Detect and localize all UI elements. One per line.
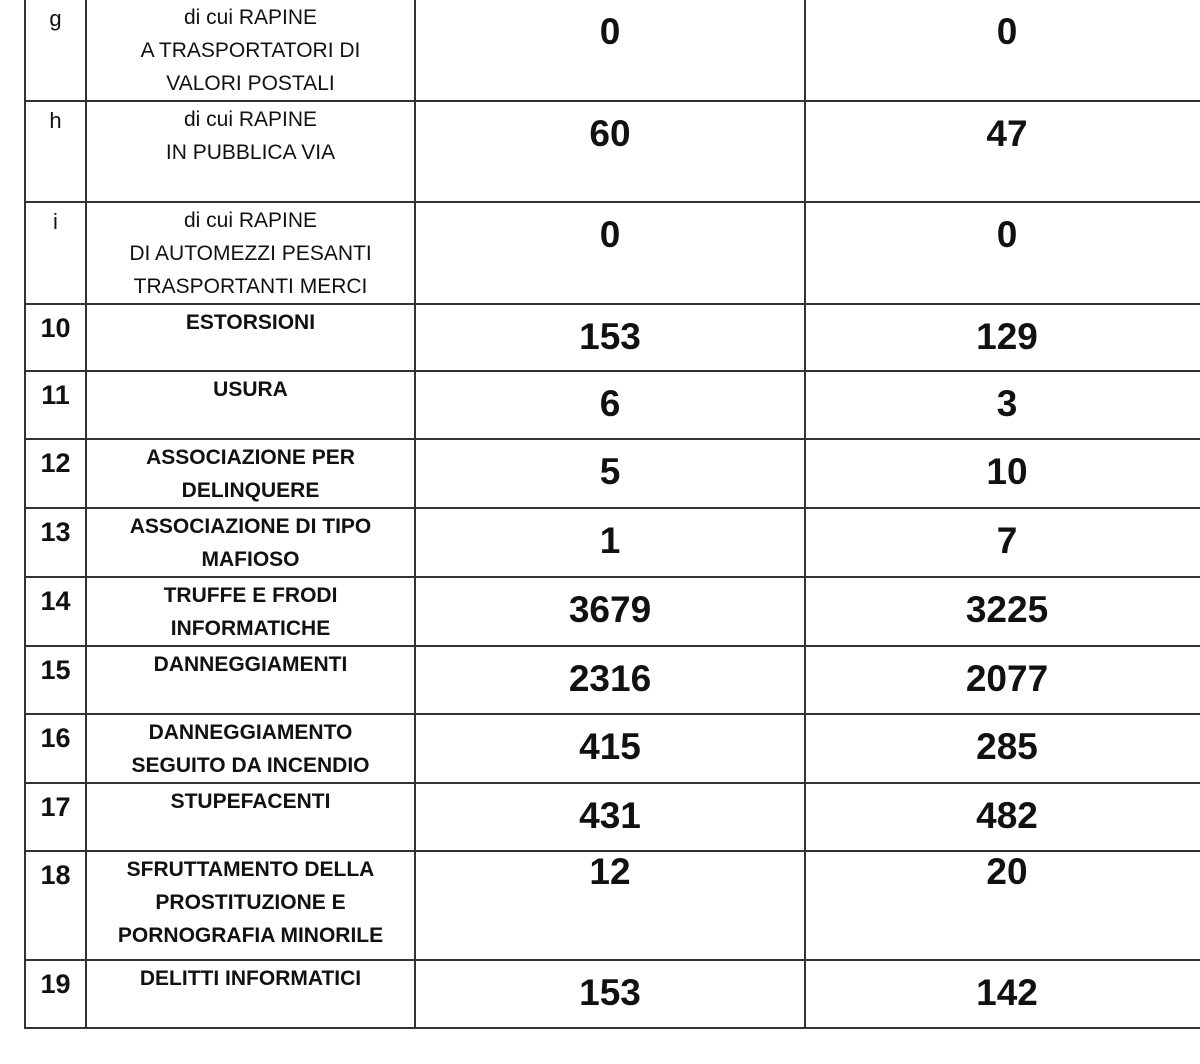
value-period-1: 12 — [415, 851, 805, 960]
table-row — [25, 960, 1200, 1028]
value-period-2: 20 — [805, 851, 1200, 960]
table-row — [25, 714, 1200, 783]
row-number: i — [25, 202, 86, 304]
row-number: g — [25, 0, 86, 101]
value-period-2: 0 — [805, 0, 1200, 101]
value-period-1: 153 — [415, 304, 805, 371]
table-row — [25, 101, 1200, 202]
crime-description: ASSOCIAZIONE DI TIPO MAFIOSO — [86, 508, 415, 577]
crime-description: TRUFFE E FRODI INFORMATICHE — [86, 577, 415, 646]
value-period-2: 47 — [805, 101, 1200, 202]
value-period-1: 60 — [415, 101, 805, 202]
row-number: 19 — [25, 960, 86, 1028]
value-period-2: 2077 — [805, 646, 1200, 714]
crime-statistics-table — [24, 0, 1200, 1029]
value-period-2: 0 — [805, 202, 1200, 304]
value-period-2: 285 — [805, 714, 1200, 783]
row-number: 11 — [25, 371, 86, 439]
value-period-1: 5 — [415, 439, 805, 508]
value-period-2: 7 — [805, 508, 1200, 577]
crime-description: di cui RAPINE IN PUBBLICA VIA — [86, 101, 415, 202]
row-number: 18 — [25, 851, 86, 960]
crime-description: DANNEGGIAMENTI — [86, 646, 415, 714]
value-period-2: 129 — [805, 304, 1200, 371]
table-row — [25, 304, 1200, 371]
crime-description: ESTORSIONI — [86, 304, 415, 371]
table-row — [25, 508, 1200, 577]
value-period-1: 2316 — [415, 646, 805, 714]
value-period-1: 1 — [415, 508, 805, 577]
value-period-2: 10 — [805, 439, 1200, 508]
value-period-2: 482 — [805, 783, 1200, 851]
value-period-1: 3679 — [415, 577, 805, 646]
table-row — [25, 202, 1200, 304]
value-period-1: 0 — [415, 202, 805, 304]
value-period-1: 153 — [415, 960, 805, 1028]
crime-description: di cui RAPINE DI AUTOMEZZI PESANTI TRASPORTANTI MERCI — [86, 202, 415, 304]
value-period-2: 142 — [805, 960, 1200, 1028]
row-number: 16 — [25, 714, 86, 783]
value-period-1: 431 — [415, 783, 805, 851]
row-number: h — [25, 101, 86, 202]
value-period-1: 415 — [415, 714, 805, 783]
crime-description: SFRUTTAMENTO DELLA PROSTITUZIONE E PORNOGRAFIA MINORILE — [86, 851, 415, 960]
row-number: 13 — [25, 508, 86, 577]
row-number: 15 — [25, 646, 86, 714]
crime-description: STUPEFACENTI — [86, 783, 415, 851]
table-row — [25, 851, 1200, 960]
table-row — [25, 371, 1200, 439]
row-number: 10 — [25, 304, 86, 371]
crime-description: DELITTI INFORMATICI — [86, 960, 415, 1028]
table-row — [25, 783, 1200, 851]
crime-description: DANNEGGIAMENTO SEGUITO DA INCENDIO — [86, 714, 415, 783]
value-period-2: 3 — [805, 371, 1200, 439]
row-number: 12 — [25, 439, 86, 508]
table-row — [25, 0, 1200, 101]
value-period-2: 3225 — [805, 577, 1200, 646]
crime-description: di cui RAPINE A TRASPORTATORI DI VALORI POSTALI — [86, 0, 415, 101]
crime-description: ASSOCIAZIONE PER DELINQUERE — [86, 439, 415, 508]
value-period-1: 6 — [415, 371, 805, 439]
table-row — [25, 439, 1200, 508]
table-row — [25, 577, 1200, 646]
row-number: 17 — [25, 783, 86, 851]
value-period-1: 0 — [415, 0, 805, 101]
crime-description: USURA — [86, 371, 415, 439]
table-row — [25, 646, 1200, 714]
row-number: 14 — [25, 577, 86, 646]
